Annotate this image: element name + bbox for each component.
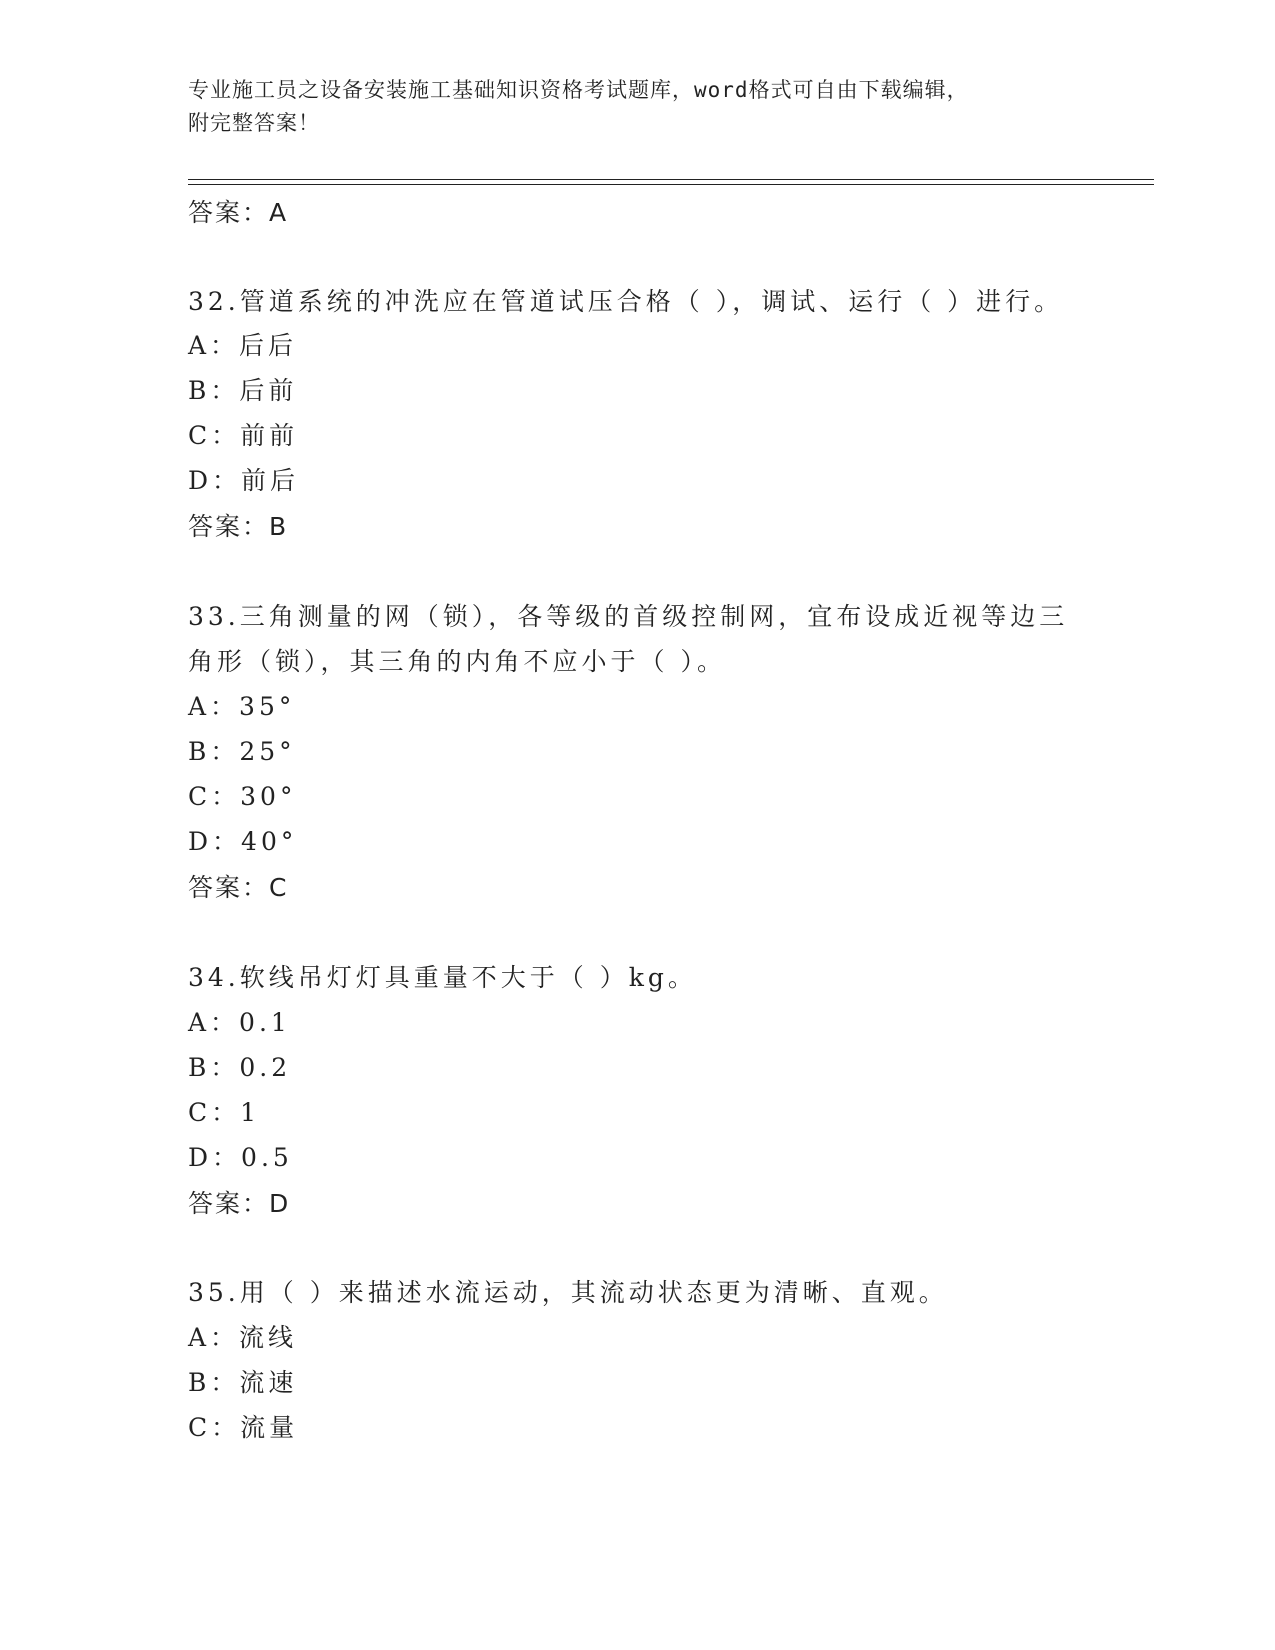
question-33-option-b: B：25° xyxy=(188,737,296,766)
document-header xyxy=(188,74,1068,140)
question-34-option-d: D：0.5 xyxy=(188,1143,293,1172)
question-33-stem-line-1: 33.三角测量的网（锁），各等级的首级控制网，宜布设成近视等边三 xyxy=(188,602,1069,631)
header-divider-top xyxy=(188,179,1154,180)
question-32-option-c: C：前前 xyxy=(188,421,299,450)
question-33-option-d: D：40° xyxy=(188,827,298,856)
question-34-answer: 答案：D xyxy=(188,1189,291,1218)
question-35-option-c: C：流量 xyxy=(188,1413,299,1442)
question-33-answer: 答案：C xyxy=(188,873,289,902)
question-35-option-a: A：流线 xyxy=(188,1323,298,1352)
question-32-stem: 32.管道系统的冲洗应在管道试压合格（ ），调试、运行（ ）进行。 xyxy=(188,287,1064,316)
question-34-option-a: A：0.1 xyxy=(188,1008,291,1037)
question-33-option-a: A：35° xyxy=(188,692,296,721)
question-33-option-c: C：30° xyxy=(188,782,297,811)
question-35-option-b: B：流速 xyxy=(188,1368,298,1397)
question-34-option-b: B：0.2 xyxy=(188,1053,292,1082)
answer-previous: 答案：A xyxy=(188,198,289,227)
question-32-option-a: A：后后 xyxy=(188,331,298,360)
question-35-stem: 35.用（ ）来描述水流运动，其流动状态更为清晰、直观。 xyxy=(188,1278,948,1307)
header-line-1: 专业施工员之设备安装施工基础知识资格考试题库，word格式可自由下载编辑， xyxy=(188,78,969,102)
header-line-2: 附完整答案！ xyxy=(188,111,320,135)
question-32-option-d: D：前后 xyxy=(188,466,300,495)
question-32-option-b: B：后前 xyxy=(188,376,298,405)
question-32-answer: 答案：B xyxy=(188,512,289,541)
header-divider-bottom xyxy=(188,184,1154,185)
question-34-option-c: C：1 xyxy=(188,1098,261,1127)
question-33-stem-line-2: 角形（锁），其三角的内角不应小于（ ）。 xyxy=(188,647,726,676)
question-34-stem: 34.软线吊灯灯具重量不大于（ ）kg。 xyxy=(188,963,697,992)
